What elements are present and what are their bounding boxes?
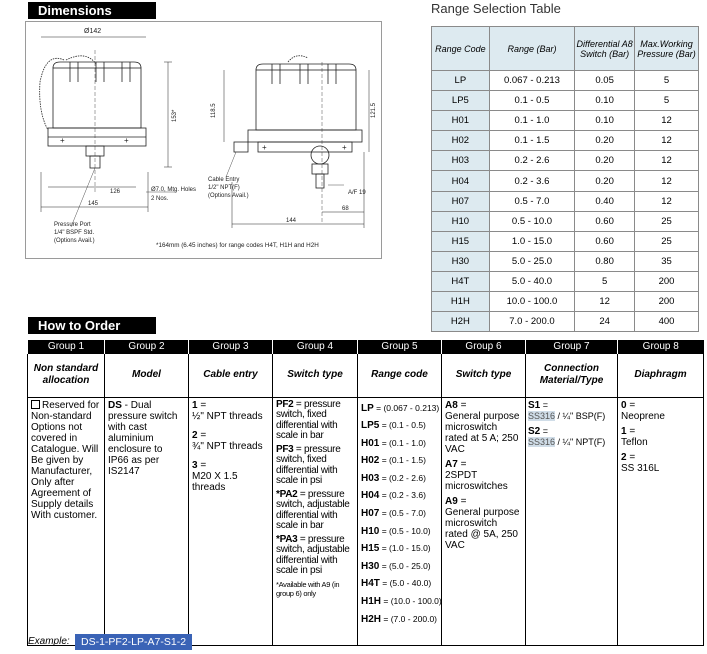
range-code-cell: H07: [432, 191, 490, 211]
dim-width-68: 68: [342, 206, 349, 212]
switch-desc-pf3: pressure switch, fixed differential with scale in psi: [276, 443, 341, 486]
diaphragm-sep-1: =: [626, 425, 636, 437]
range-code-option-code: H10: [361, 525, 380, 537]
switch6-sep-a7: =: [457, 458, 467, 470]
range-code-option-value: = (1.0 - 15.0): [379, 543, 431, 554]
range-code-option-code: H2H: [361, 613, 382, 625]
dim-cable-entry-2: 1/2" NPT(F): [208, 185, 240, 191]
max-pressure-cell: 12: [635, 111, 699, 131]
header-range-bar: Range (Bar): [489, 27, 574, 71]
conn-mat-s1: SS316: [528, 410, 556, 421]
switch-desc-pa2: pressure switch, adjustable differential with scale in bar: [276, 488, 350, 531]
differential-cell: 0.20: [575, 131, 635, 151]
range-code-cell: H10: [432, 211, 490, 231]
model-sep: -: [121, 399, 131, 411]
differential-cell: 0.05: [575, 71, 635, 91]
group-7-subheader: Connection Material/Type: [526, 353, 618, 397]
cable-sep-1: =: [197, 399, 207, 411]
range-row: [432, 111, 699, 131]
dim-height-121-5: 121.5: [371, 102, 377, 118]
switch6-desc-a8: General purpose microswitch rated at 5 A; 250 VAC: [445, 410, 520, 455]
example-code: DS-1-PF2-LP-A7-S1-2: [75, 634, 192, 650]
switch-note: *Available with A9 (in group 6) only: [276, 579, 340, 598]
dim-mtg-holes: Ø7.0, Mtg. Holes: [151, 187, 197, 193]
range-bar-cell: 5.0 - 25.0: [489, 251, 574, 271]
range-code-option-value: = (7.0 - 200.0): [381, 613, 438, 624]
range-row: [432, 191, 699, 211]
max-pressure-cell: 12: [635, 131, 699, 151]
model-desc: Dual pressure switch with cast aluminium enclosure to IP66 as per IS2147: [108, 399, 178, 477]
group-8-header: Group 8: [618, 340, 704, 353]
range-code-option-value: = (0.5 - 7.0): [379, 508, 426, 519]
switch6-desc-a9: General purpose microswitch rated @ 5A, 250 VAC: [445, 506, 520, 551]
range-code-option: [361, 523, 438, 541]
differential-cell: 0.60: [575, 231, 635, 251]
range-selection-table: [431, 26, 699, 332]
max-pressure-cell: 25: [635, 211, 699, 231]
dim-height-153: 153*: [172, 109, 178, 122]
range-code-option-code: H4T: [361, 578, 380, 590]
dimensions-title: Dimensions: [28, 2, 156, 19]
group-6-header: Group 6: [442, 340, 526, 353]
range-code-option: [361, 400, 438, 418]
range-code-option-code: LP: [361, 402, 374, 414]
range-code-cell: H01: [432, 111, 490, 131]
range-bar-cell: 7.0 - 200.0: [489, 312, 574, 332]
dim-af19: A/F 19: [348, 190, 366, 196]
range-bar-cell: 0.1 - 1.0: [489, 111, 574, 131]
range-code-option-value: = (0.1 - 1.0): [379, 437, 426, 448]
differential-cell: 12: [575, 292, 635, 312]
range-code-option-code: H03: [361, 472, 380, 484]
range-row: [432, 211, 699, 231]
cable-code-2: 2: [192, 429, 198, 441]
range-code-option-value: = (0.2 - 2.6): [379, 472, 426, 483]
switch6-desc-a7: 2SPDT microswitches: [445, 469, 508, 492]
group-6-cell: [442, 397, 526, 645]
dim-mtg-nos: 2 Nos.: [151, 196, 169, 202]
header-range-code: Range Code: [432, 27, 490, 71]
group-1-subheader: Non standard allocation: [28, 353, 105, 397]
max-pressure-cell: 400: [635, 312, 699, 332]
range-code-cell: H4T: [432, 271, 490, 291]
differential-cell: 0.10: [575, 111, 635, 131]
range-bar-cell: 0.2 - 2.6: [489, 151, 574, 171]
switch6-code-a9: A9: [445, 495, 458, 507]
range-row: [432, 271, 699, 291]
conn-desc-s1: / ¼" BSP(F): [555, 410, 606, 421]
switch-code-pf3: PF3: [276, 443, 294, 455]
range-code-option: [361, 575, 438, 593]
diaphragm-sep-2: =: [626, 451, 636, 463]
range-code-option-code: H15: [361, 543, 380, 555]
diaphragm-code-2: 2: [621, 451, 627, 463]
range-row: [432, 171, 699, 191]
range-bar-cell: 0.1 - 1.5: [489, 131, 574, 151]
group-8-subheader: Diaphragm: [618, 353, 704, 397]
max-pressure-cell: 200: [635, 271, 699, 291]
range-row: [432, 251, 699, 271]
dim-footnote: *164mm (6.45 inches) for range codes H4T, H1H and H2H: [156, 242, 319, 249]
range-code-cell: H04: [432, 171, 490, 191]
dimensions-drawing: [25, 21, 382, 259]
range-bar-cell: 0.067 - 0.213: [489, 71, 574, 91]
range-code-option: [361, 505, 438, 523]
dim-height-118-5: 118.5: [211, 103, 217, 118]
dim-width-126: 126: [110, 189, 121, 195]
group-5-subheader: Range code: [358, 353, 442, 397]
range-bar-cell: 0.5 - 7.0: [489, 191, 574, 211]
range-code-option-value: = (0.5 - 10.0): [379, 525, 431, 536]
max-pressure-cell: 5: [635, 91, 699, 111]
range-code-option-code: H04: [361, 490, 380, 502]
range-code-option: [361, 417, 438, 435]
order-code-table: [27, 340, 704, 646]
dim-pressure-port-3: (Options Avail.): [54, 238, 95, 244]
dim-cable-entry-1: Cable Entry: [208, 177, 240, 183]
range-row: [432, 131, 699, 151]
switch-code-pa3: *PA3: [276, 533, 298, 545]
range-code-option: [361, 487, 438, 505]
diaphragm-code-0: 0: [621, 399, 627, 411]
group-2-subheader: Model: [105, 353, 189, 397]
dim-diameter-142: Ø142: [84, 28, 102, 35]
conn-desc-s2: / ¼" NPT(F): [555, 436, 606, 447]
range-code-cell: H30: [432, 251, 490, 271]
range-code-cell: H03: [432, 151, 490, 171]
range-table-title: Range Selection Table: [431, 1, 561, 16]
differential-cell: 0.20: [575, 151, 635, 171]
group-7-cell: [526, 397, 618, 645]
range-code-option-code: H02: [361, 455, 380, 467]
diaphragm-desc-0: Neoprene: [621, 410, 665, 422]
range-code-cell: H1H: [432, 292, 490, 312]
cable-desc-2: ¾" NPT threads: [192, 440, 263, 452]
group-5-cell: [358, 397, 442, 645]
reserved-text: Reserved for Non-standard Options not covered in Catalogue. Will Be given by Manufacturer, Only after Agreement of Supply details With customer.: [31, 399, 100, 521]
conn-sep-s1: =: [540, 399, 548, 410]
svg-text:+: +: [124, 136, 129, 145]
diaphragm-desc-2: SS 316L: [621, 462, 660, 474]
range-code-option: [361, 452, 438, 470]
switch6-sep-a9: =: [457, 495, 467, 507]
svg-text:+: +: [60, 136, 65, 145]
example-label: Example:: [28, 636, 70, 647]
conn-mat-s2: SS316: [528, 436, 556, 447]
svg-text:+: +: [342, 143, 347, 152]
range-bar-cell: 1.0 - 15.0: [489, 231, 574, 251]
switch-code-pf2: PF2: [276, 398, 294, 410]
cable-desc-1: ½" NPT threads: [192, 410, 263, 422]
conn-code-s1: S1: [528, 399, 541, 411]
range-bar-cell: 10.0 - 100.0: [489, 292, 574, 312]
differential-cell: 0.60: [575, 211, 635, 231]
switch6-code-a7: A7: [445, 458, 458, 470]
range-code-option-code: H01: [361, 437, 380, 449]
range-code-option-code: LP5: [361, 420, 380, 432]
dim-cable-entry-3: (Options Avail.): [208, 193, 249, 199]
dim-width-145: 145: [88, 201, 99, 207]
range-row: [432, 91, 699, 111]
header-differential: Differential A8 Switch (Bar): [575, 27, 635, 71]
range-code-option: [361, 470, 438, 488]
range-code-option: [361, 540, 438, 558]
range-row: [432, 151, 699, 171]
max-pressure-cell: 200: [635, 292, 699, 312]
diaphragm-sep-0: =: [626, 399, 636, 411]
range-table-body: [432, 71, 699, 332]
cable-desc-3: M20 X 1.5 threads: [192, 470, 238, 493]
group-1-header: Group 1: [28, 340, 105, 353]
range-row: [432, 292, 699, 312]
dim-pressure-port-2: 1/4" BSPF Std.: [54, 230, 95, 236]
range-code-option-value: = (5.0 - 25.0): [379, 560, 431, 571]
dim-pressure-port-1: Pressure Port: [54, 222, 91, 228]
range-code-option: [361, 435, 438, 453]
dim-width-144: 144: [286, 218, 297, 224]
conn-sep-s2: =: [540, 425, 548, 436]
differential-cell: 0.40: [575, 191, 635, 211]
group-3-cell: [189, 397, 273, 645]
range-code-option: [361, 593, 442, 611]
differential-cell: 0.10: [575, 91, 635, 111]
range-code-cell: H02: [432, 131, 490, 151]
diaphragm-desc-1: Teflon: [621, 436, 648, 448]
switch-code-pa2: *PA2: [276, 488, 298, 500]
range-code-option-value: = (0.1 - 0.5): [379, 420, 426, 431]
range-code-cell: H15: [432, 231, 490, 251]
range-code-cell: H2H: [432, 312, 490, 332]
switch-desc-pa3: pressure switch, adjustable differential with scale in psi: [276, 533, 350, 576]
range-bar-cell: 0.5 - 10.0: [489, 211, 574, 231]
diaphragm-code-1: 1: [621, 425, 627, 437]
range-code-option-code: H1H: [361, 596, 382, 608]
group-2-cell: [105, 397, 189, 645]
cable-code-1: 1: [192, 399, 198, 411]
differential-cell: 24: [575, 312, 635, 332]
range-code-option-value: = (0.1 - 1.5): [379, 455, 426, 466]
reserved-checkbox[interactable]: [31, 400, 40, 409]
switch-sep-pa2: =: [297, 488, 308, 500]
range-code-option-code: H30: [361, 560, 380, 572]
range-code-cell: LP: [432, 71, 490, 91]
range-row: [432, 231, 699, 251]
range-code-option-value: = (0.2 - 3.6): [379, 490, 426, 501]
max-pressure-cell: 12: [635, 191, 699, 211]
header-max-pressure: Max.Working Pressure (Bar): [635, 27, 699, 71]
switch-sep-pf2: =: [293, 398, 304, 410]
group-5-header: Group 5: [358, 340, 442, 353]
group-4-subheader: Switch type: [273, 353, 358, 397]
range-code-option: [361, 558, 438, 576]
max-pressure-cell: 25: [635, 231, 699, 251]
range-code-option: [361, 611, 438, 629]
differential-cell: 0.80: [575, 251, 635, 271]
range-bar-cell: 5.0 - 40.0: [489, 271, 574, 291]
group-8-cell: [618, 397, 704, 645]
switch6-code-a8: A8: [445, 399, 458, 411]
range-code-cell: LP5: [432, 91, 490, 111]
cable-sep-3: =: [197, 459, 207, 471]
cable-sep-2: =: [197, 429, 207, 441]
max-pressure-cell: 35: [635, 251, 699, 271]
svg-text:+: +: [262, 143, 267, 152]
range-bar-cell: 0.1 - 0.5: [489, 91, 574, 111]
differential-cell: 0.20: [575, 171, 635, 191]
group-7-header: Group 7: [526, 340, 618, 353]
group-3-subheader: Cable entry: [189, 353, 273, 397]
group-1-cell: [28, 397, 105, 645]
group-2-header: Group 2: [105, 340, 189, 353]
max-pressure-cell: 12: [635, 151, 699, 171]
switch-sep-pa3: =: [297, 533, 308, 545]
range-code-option-value: = (5.0 - 40.0): [379, 578, 432, 589]
switch6-sep-a8: =: [457, 399, 467, 411]
switch-desc-pf2: pressure switch, fixed differential with scale in bar: [276, 398, 341, 441]
how-to-order-title: How to Order: [28, 317, 156, 334]
group-3-header: Group 3: [189, 340, 273, 353]
range-row: [432, 312, 699, 332]
group-6-subheader: Switch type: [442, 353, 526, 397]
range-code-option-code: H07: [361, 508, 380, 520]
conn-code-s2: S2: [528, 425, 541, 437]
differential-cell: 5: [575, 271, 635, 291]
group-4-cell: [273, 397, 358, 645]
range-code-option-value: = (0.067 - 0.213): [373, 402, 440, 413]
range-code-option-value: = (10.0 - 100.0): [381, 596, 442, 607]
group-4-header: Group 4: [273, 340, 358, 353]
range-row: [432, 71, 699, 91]
max-pressure-cell: 12: [635, 171, 699, 191]
model-code: DS: [108, 399, 122, 411]
switch-sep-pf3: =: [293, 443, 304, 455]
range-bar-cell: 0.2 - 3.6: [489, 171, 574, 191]
max-pressure-cell: 5: [635, 71, 699, 91]
cable-code-3: 3: [192, 459, 198, 471]
